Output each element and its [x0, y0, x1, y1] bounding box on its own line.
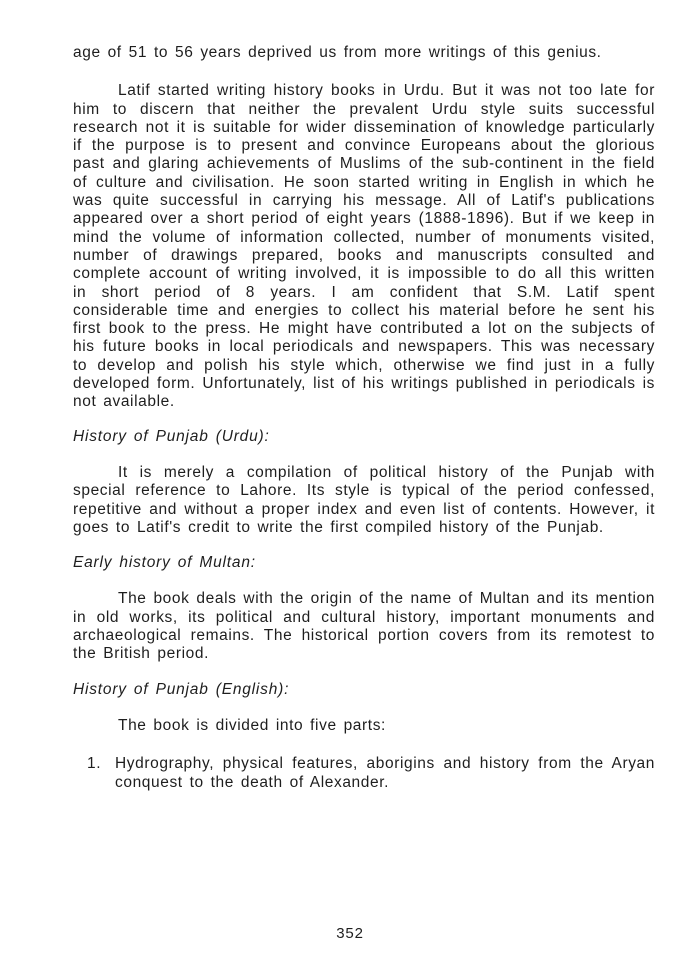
heading-history-of-punjab-english: History of Punjab (English): — [73, 680, 290, 698]
list-item-text: Hydrography, physical features, aborigins and history from the Aryan conquest to the death of Alexander. — [115, 755, 655, 791]
heading-history-of-punjab-urdu: History of Punjab (Urdu): — [73, 427, 270, 445]
punjab-urdu-paragraph: It is merely a compilation of political history of the Punjab with special reference to Lahore. Its style is typical of the period confessed, repetitive and without a proper index and even list of contents. However, it goes to Latif's credit to write the first compiled history of the Punjab. — [73, 463, 655, 536]
continuation-paragraph: age of 51 to 56 years deprived us from more writings of this genius. — [73, 44, 602, 61]
list-item-number: 1. — [87, 755, 102, 773]
parts-list — [73, 755, 655, 792]
heading-early-history-of-multan: Early history of Multan: — [73, 554, 256, 572]
punjab-english-intro: The book is divided into five parts: — [118, 716, 386, 734]
list-item — [73, 755, 655, 792]
page-content — [73, 44, 655, 792]
page-number: 352 — [336, 925, 364, 942]
latif-intro-paragraph: Latif started writing history books in Urdu. But it was not too late for him to discern that neither the prevalent Urdu style suits successful research not it is suitable for wider dissemination of knowledge particularly if the purpose is to present and convince Europeans about the glorious past and glaring achievements of Muslims of the sub-continent in the field of culture and civilisation. He soon started writing in English in which he was quite successful in carrying his message. All of Latif's publications appeared over a short period of eight years (1888-1896). But if we keep in mind the volume of information collected, number of monuments visited, number of drawings prepared, books and manuscripts consulted and complete account of writing involved, it is impossible to do all this written in short period of 8 years. I am confident that S.M. Latif spent considerable time and energies to collect his material before he sent his first book to the press. He might have contributed a lot on the subjects of his future books in local periodicals and newspapers. This was necessary to develop and polish his style which, otherwise we find just in a fully developed form. Unfortunately, list of his writings published in periodicals is not available. — [73, 82, 655, 411]
multan-paragraph: The book deals with the origin of the name of Multan and its mention in old works, its political and cultural history, important monuments and archaeological remains. The historical portion covers from its remotest to the British period. — [73, 590, 655, 663]
